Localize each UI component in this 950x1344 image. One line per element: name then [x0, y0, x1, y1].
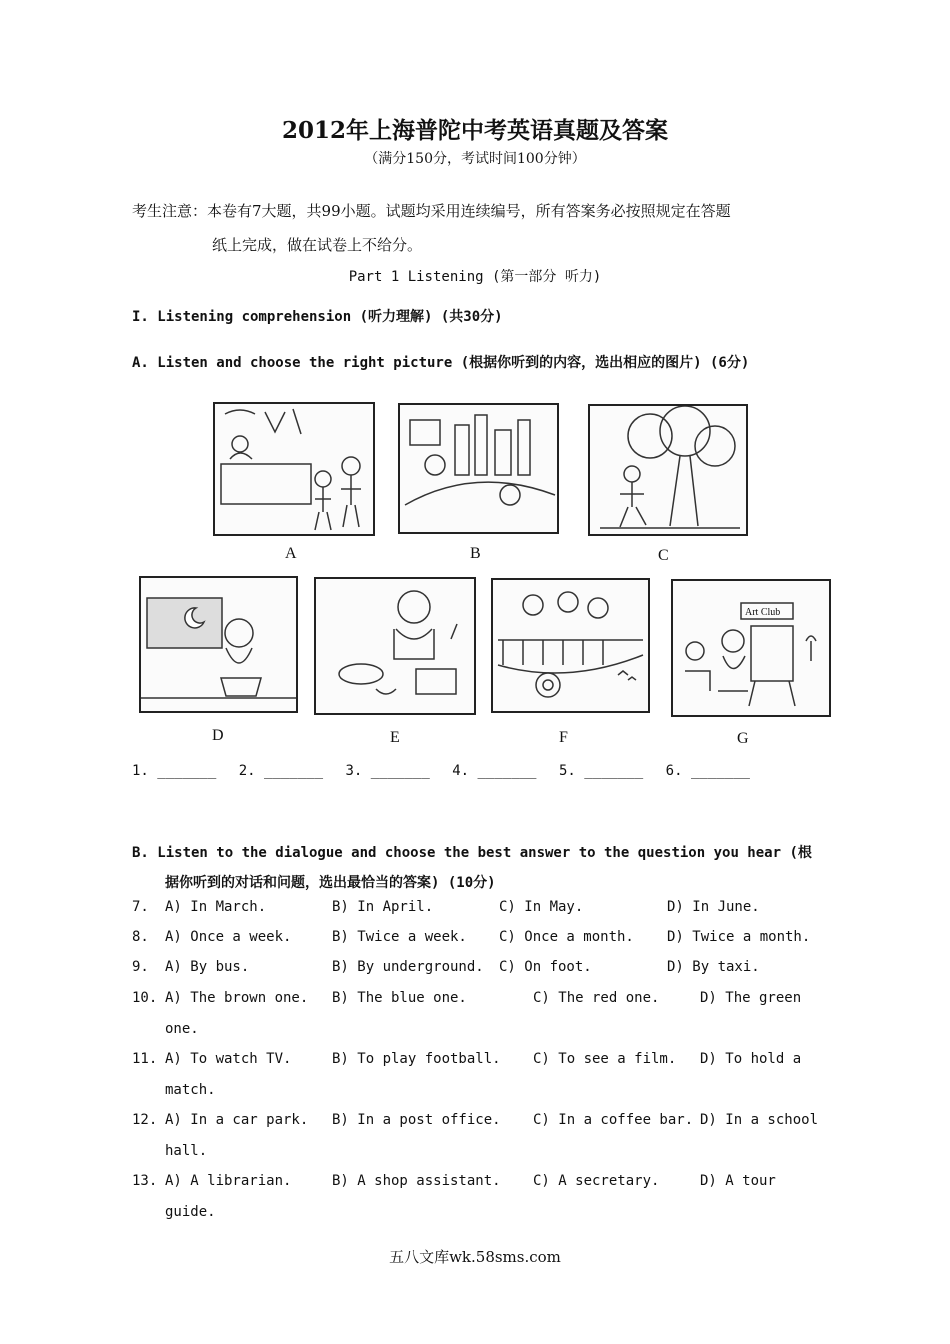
picture-label-a: A	[285, 545, 297, 562]
option-a: A) In a car park.	[165, 1112, 309, 1128]
option-c: C) To see a film.	[533, 1051, 677, 1067]
answer-blank-4[interactable]: 4. _______	[452, 763, 537, 779]
section-a-heading: A. Listen and choose the right picture (根据你听到的内容，选出相应的图片) (6分)	[132, 355, 750, 371]
picture-label-d: D	[212, 727, 224, 744]
option-c: C) Once a month.	[499, 929, 634, 945]
section-b-line-1: B. Listen to the dialogue and choose the best answer to the question you hear (根	[132, 845, 812, 861]
section-1-heading: I. Listening comprehension (听力理解) (共30分)	[132, 309, 503, 325]
art-club-sign: Art Club	[745, 607, 781, 618]
option-d: D) In June.	[667, 899, 760, 915]
option-d-continued: guide.	[165, 1204, 216, 1220]
option-d: D) A tour	[700, 1173, 776, 1189]
option-b: B) In a post office.	[332, 1112, 501, 1128]
option-a: A) A librarian.	[165, 1173, 292, 1189]
answer-blank-6[interactable]: 6. _______	[665, 763, 750, 779]
option-b: B) By underground.	[332, 959, 484, 975]
part-heading: Part 1 Listening (第一部分 听力)	[348, 269, 602, 285]
option-a: A) In March.	[165, 899, 267, 915]
option-d: D) By taxi.	[667, 959, 760, 975]
question-number: 10.	[132, 990, 158, 1006]
page-footer: 五八文库wk.58sms.com	[389, 1248, 561, 1266]
answer-blank-1[interactable]: 1. _______	[132, 763, 217, 779]
answer-blank-5[interactable]: 5. _______	[558, 763, 644, 779]
option-c: C) The red one.	[533, 990, 660, 1006]
option-b: B) The blue one.	[332, 990, 467, 1006]
question-number: 12.	[132, 1112, 158, 1128]
option-c: C) In a coffee bar.	[533, 1112, 694, 1128]
option-a: A) The brown one.	[165, 990, 309, 1006]
answer-blank-3[interactable]: 3. _______	[345, 763, 430, 779]
option-d: D) In a school	[700, 1112, 819, 1128]
answer-blanks	[132, 763, 764, 779]
exam-subtitle: （满分150分，考试时间100分钟）	[364, 151, 586, 167]
section-b-heading	[132, 838, 822, 898]
option-d: D) The green	[700, 990, 802, 1006]
option-c: C) On foot.	[499, 959, 592, 975]
option-b: B) Twice a week.	[332, 929, 467, 945]
ship-deck-picture	[491, 578, 650, 713]
option-d-continued: hall.	[165, 1143, 208, 1159]
option-c: C) A secretary.	[533, 1173, 660, 1189]
picture-label-c: C	[658, 547, 669, 564]
art-club-painting-picture	[671, 579, 831, 717]
woman-cooking-picture	[314, 577, 476, 715]
option-b: B) A shop assistant.	[332, 1173, 501, 1189]
option-c: C) In May.	[499, 899, 584, 915]
option-a: A) Once a week.	[165, 929, 292, 945]
option-d-continued: match.	[165, 1082, 216, 1098]
boy-fallen-tree-picture	[588, 404, 748, 536]
question-number: 9.	[132, 959, 149, 975]
exam-notice	[132, 194, 822, 262]
option-d-continued: one.	[165, 1021, 199, 1037]
question-number: 11.	[132, 1051, 158, 1067]
picture-label-b: B	[470, 545, 481, 562]
question-number: 7.	[132, 899, 149, 915]
notice-line-2: 纸上完成，做在试卷上不给分。	[212, 236, 423, 254]
notice-line-1: 考生注意：本卷有7大题，共99小题。试题均采用连续编号，所有答案务必按照规定在答题	[132, 202, 731, 220]
page-title: 2012年上海普陀中考英语真题及答案	[281, 117, 668, 144]
section-b-line-2: 据你听到的对话和问题，选出最恰当的答案) (10分)	[165, 875, 496, 891]
option-d: D) Twice a month.	[667, 929, 811, 945]
shop-children-picture	[213, 402, 375, 536]
city-sightseeing-picture	[398, 403, 559, 534]
picture-label-e: E	[390, 729, 400, 746]
option-b: B) To play football.	[332, 1051, 501, 1067]
option-a: A) By bus.	[165, 959, 250, 975]
option-d: D) To hold a	[700, 1051, 802, 1067]
question-number: 13.	[132, 1173, 158, 1189]
girl-reading-night-picture	[139, 576, 298, 713]
option-a: A) To watch TV.	[165, 1051, 292, 1067]
question-number: 8.	[132, 929, 149, 945]
picture-label-g: G	[737, 730, 749, 747]
option-b: B) In April.	[332, 899, 434, 915]
answer-blank-2[interactable]: 2. _______	[238, 763, 324, 779]
picture-label-f: F	[559, 729, 568, 746]
